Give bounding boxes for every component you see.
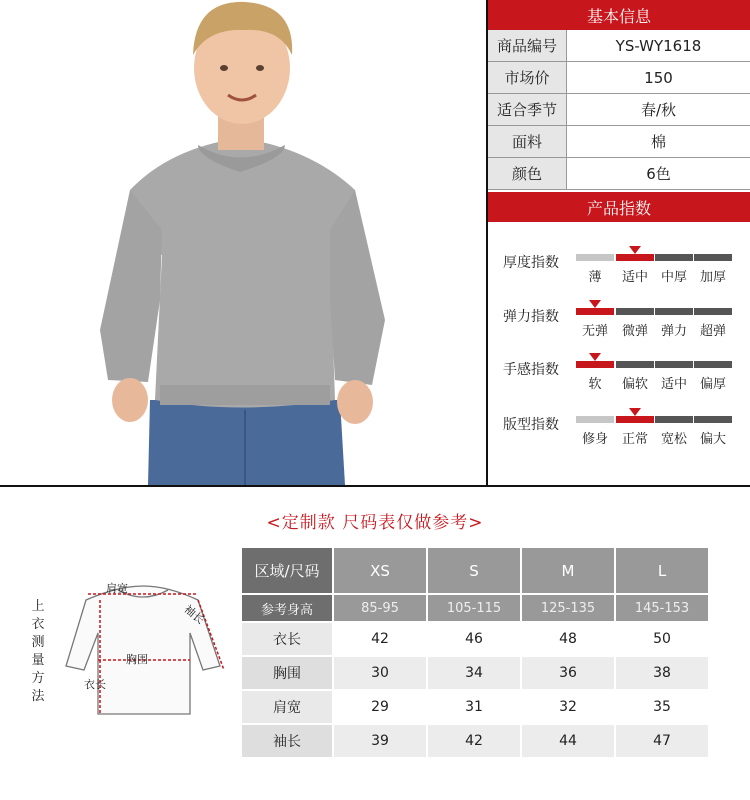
index-segment xyxy=(576,416,614,423)
index-level-label: 修身 xyxy=(581,432,608,447)
table-cell: 衣长 xyxy=(242,623,334,657)
shoulder-label: 肩宽 xyxy=(106,583,128,595)
index-level-label: 无弹 xyxy=(581,324,608,339)
table-cell: 46 xyxy=(428,623,522,657)
info-value: 150 xyxy=(644,68,673,87)
table-cell: 48 xyxy=(522,623,616,657)
table-cell: 38 xyxy=(616,657,710,691)
index-level-label: 薄 xyxy=(588,270,602,285)
length-label: 衣长 xyxy=(84,679,106,691)
index-level-label: 正常 xyxy=(621,432,648,447)
selected-marker-icon xyxy=(589,353,601,361)
index-level-label: 中厚 xyxy=(660,270,687,285)
info-row-color xyxy=(488,158,750,190)
index-level-label: 加厚 xyxy=(699,270,726,285)
size-table xyxy=(242,548,710,759)
info-label: 商品编号 xyxy=(488,30,567,61)
index-segment xyxy=(616,254,654,261)
index-level-label: 偏厚 xyxy=(699,377,726,392)
table-row xyxy=(242,725,710,759)
index-segment xyxy=(616,308,654,315)
header-cell: M xyxy=(522,548,616,595)
size-chart-heading: <定制款 尺码表仅做参考> xyxy=(266,513,484,533)
index-level-label: 偏大 xyxy=(699,432,726,447)
table-cell: 44 xyxy=(522,725,616,759)
divider-horizontal xyxy=(0,485,750,487)
selected-marker-icon xyxy=(629,246,641,254)
index-row xyxy=(488,246,750,286)
index-segment xyxy=(694,361,732,368)
index-segment xyxy=(576,254,614,261)
index-row xyxy=(488,300,750,340)
table-cell: 35 xyxy=(616,691,710,725)
height-row xyxy=(242,595,710,623)
header-cell: 区域/尺码 xyxy=(242,548,334,595)
info-row-fabric xyxy=(488,126,750,158)
table-cell: 50 xyxy=(616,623,710,657)
index-level-label: 软 xyxy=(588,377,602,392)
table-cell: 34 xyxy=(428,657,522,691)
index-row xyxy=(488,408,750,448)
info-value: 6色 xyxy=(646,165,671,183)
index-segment xyxy=(694,416,732,423)
table-row xyxy=(242,623,710,657)
index-level-label: 适中 xyxy=(660,377,687,392)
table-cell: 参考身高 xyxy=(242,595,334,623)
size-table-header xyxy=(242,548,710,595)
table-cell: 42 xyxy=(428,725,522,759)
index-level-label: 微弹 xyxy=(621,324,648,339)
info-panel xyxy=(488,0,750,480)
index-segment xyxy=(655,416,693,423)
table-cell: 145-153 xyxy=(616,595,710,623)
table-cell: 85-95 xyxy=(334,595,428,623)
index-segment xyxy=(616,416,654,423)
table-cell: 47 xyxy=(616,725,710,759)
info-value: YS-WY1618 xyxy=(615,36,702,55)
info-value: 棉 xyxy=(650,133,666,151)
index-title: 产品指数 xyxy=(488,192,750,222)
info-label: 适合季节 xyxy=(488,94,567,125)
header-cell: L xyxy=(616,548,710,595)
index-label: 厚度指数 xyxy=(503,255,559,271)
index-level-label: 宽松 xyxy=(660,432,687,447)
info-label: 颜色 xyxy=(488,158,567,189)
index-label: 弹力指数 xyxy=(503,309,559,325)
index-segment xyxy=(576,308,614,315)
table-cell: 29 xyxy=(334,691,428,725)
info-label: 市场价 xyxy=(488,62,567,93)
chest-label: 胸围 xyxy=(126,654,148,666)
index-label: 版型指数 xyxy=(503,417,559,433)
index-segment xyxy=(655,361,693,368)
index-level-label: 超弹 xyxy=(699,324,726,339)
sleeve-label: 袖长 xyxy=(181,603,207,627)
info-row-season xyxy=(488,94,750,126)
table-row xyxy=(242,657,710,691)
table-cell: 32 xyxy=(522,691,616,725)
index-row xyxy=(488,353,750,393)
table-cell: 肩宽 xyxy=(242,691,334,725)
index-segment xyxy=(694,308,732,315)
header-cell: S xyxy=(428,548,522,595)
info-title: 基本信息 xyxy=(488,0,750,30)
index-segment xyxy=(655,308,693,315)
index-level-label: 偏软 xyxy=(621,377,648,392)
table-cell: 125-135 xyxy=(522,595,616,623)
index-segment xyxy=(576,361,614,368)
index-segment xyxy=(694,254,732,261)
index-label: 手感指数 xyxy=(503,362,559,378)
table-cell: 105-115 xyxy=(428,595,522,623)
index-segment xyxy=(655,254,693,261)
table-cell: 39 xyxy=(334,725,428,759)
table-cell: 30 xyxy=(334,657,428,691)
info-row-code xyxy=(488,30,750,62)
selected-marker-icon xyxy=(629,408,641,416)
index-level-label: 弹力 xyxy=(660,324,687,339)
index-level-label: 适中 xyxy=(621,270,648,285)
table-cell: 31 xyxy=(428,691,522,725)
index-section xyxy=(488,222,750,480)
info-value: 春/秋 xyxy=(640,101,677,119)
selected-marker-icon xyxy=(589,300,601,308)
measure-diagram xyxy=(48,578,238,728)
table-cell: 42 xyxy=(334,623,428,657)
measure-title: 上衣测量方法 xyxy=(31,599,45,704)
product-photo xyxy=(0,0,486,485)
table-row xyxy=(242,691,710,725)
table-cell: 36 xyxy=(522,657,616,691)
table-cell: 胸围 xyxy=(242,657,334,691)
header-cell: XS xyxy=(334,548,428,595)
index-segment xyxy=(616,361,654,368)
info-label: 面料 xyxy=(488,126,567,157)
table-cell: 袖长 xyxy=(242,725,334,759)
info-row-price xyxy=(488,62,750,94)
